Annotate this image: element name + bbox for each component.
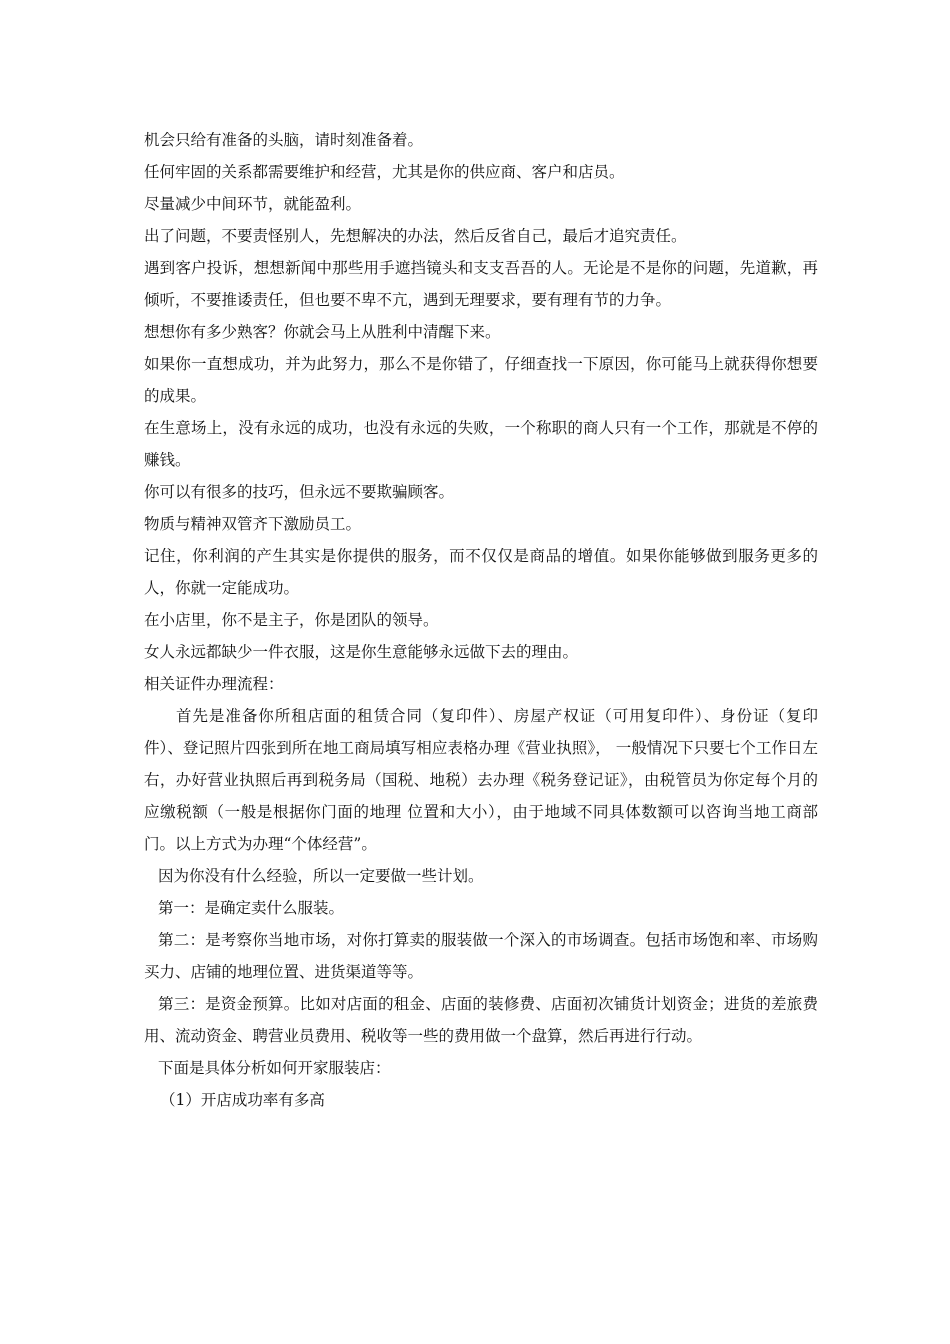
- paragraph-license-process: 首先是准备你所租店面的租赁合同（复印件）、房屋产权证（可用复印件）、身份证（复印件）、登记照片四张到所在地工商局填写相应表格办理《营业执照》， 一般情况下只要七个工作日左右，办好营业执照后再到税务局（国税、地税）去办理《税务登记证》，由税管员为你定每个月的应缴税额（一般是根据你门面的地理 位置和大小），由于地域不同具体数额可以咨询当地工商部门。以上方式为办理“个体经营”。: [144, 707, 818, 853]
- paragraph-10: 物质与精神双管齐下激励员工。: [144, 515, 362, 533]
- paragraph-8: 在生意场上，没有永远的成功，也没有永远的失败，一个称职的商人只有一个工作，那就是不停的赚钱。: [144, 419, 818, 469]
- paragraph-plan-step-2: 第二：是考察你当地市场，对你打算卖的服装做一个深入的市场调查。包括市场饱和率、市场购买力、店铺的地理位置、进货渠道等等。: [144, 931, 818, 981]
- paragraph-13: 女人永远都缺少一件衣服，这是你生意能够永远做下去的理由。: [144, 643, 579, 661]
- paragraph-11: 记住，你利润的产生其实是你提供的服务，而不仅仅是商品的增值。如果你能够做到服务更多的人，你就一定能成功。: [144, 547, 818, 597]
- paragraph-3: 尽量减少中间环节，就能盈利。: [144, 195, 362, 213]
- paragraph-5: 遇到客户投诉，想想新闻中那些用手遮挡镜头和支支吾吾的人。无论是不是你的问题，先道歉，再倾听，不要推诿责任，但也要不卑不亢，遇到无理要求，要有理有节的力争。: [144, 259, 818, 309]
- paragraph-plan-intro: 因为你没有什么经验，所以一定要做一些计划。: [158, 867, 484, 885]
- paragraph-plan-step-1: 第一：是确定卖什么服装。: [158, 899, 345, 917]
- paragraph-9: 你可以有很多的技巧，但永远不要欺骗顾客。: [144, 483, 455, 501]
- paragraph-6: 想想你有多少熟客？你就会马上从胜利中清醒下来。: [144, 323, 501, 341]
- document-page: [144, 124, 818, 1116]
- paragraph-4: 出了问题，不要责怪别人，先想解决的办法，然后反省自己，最后才追究责任。: [144, 227, 687, 245]
- paragraph-1: 机会只给有准备的头脑，请时刻准备着。: [144, 131, 424, 149]
- paragraph-analysis-intro: 下面是具体分析如何开家服装店：: [158, 1059, 391, 1077]
- paragraph-7: 如果你一直想成功，并为此努力，那么不是你错了，仔细查找一下原因，你可能马上就获得你想要的成果。: [144, 355, 818, 405]
- section-heading-license: 相关证件办理流程：: [144, 675, 284, 693]
- paragraph-plan-step-3: 第三：是资金预算。比如对店面的租金、店面的装修费、店面初次铺货计划资金；进货的差旅费用、流动资金、聘营业员费用、税收等一些的费用做一个盘算，然后再进行行动。: [144, 995, 818, 1045]
- subheading-success-rate: （1）开店成功率有多高: [160, 1091, 325, 1109]
- paragraph-12: 在小店里，你不是主子，你是团队的领导。: [144, 611, 439, 629]
- paragraph-2: 任何牢固的关系都需要维护和经营，尤其是你的供应商、客户和店员。: [144, 163, 625, 181]
